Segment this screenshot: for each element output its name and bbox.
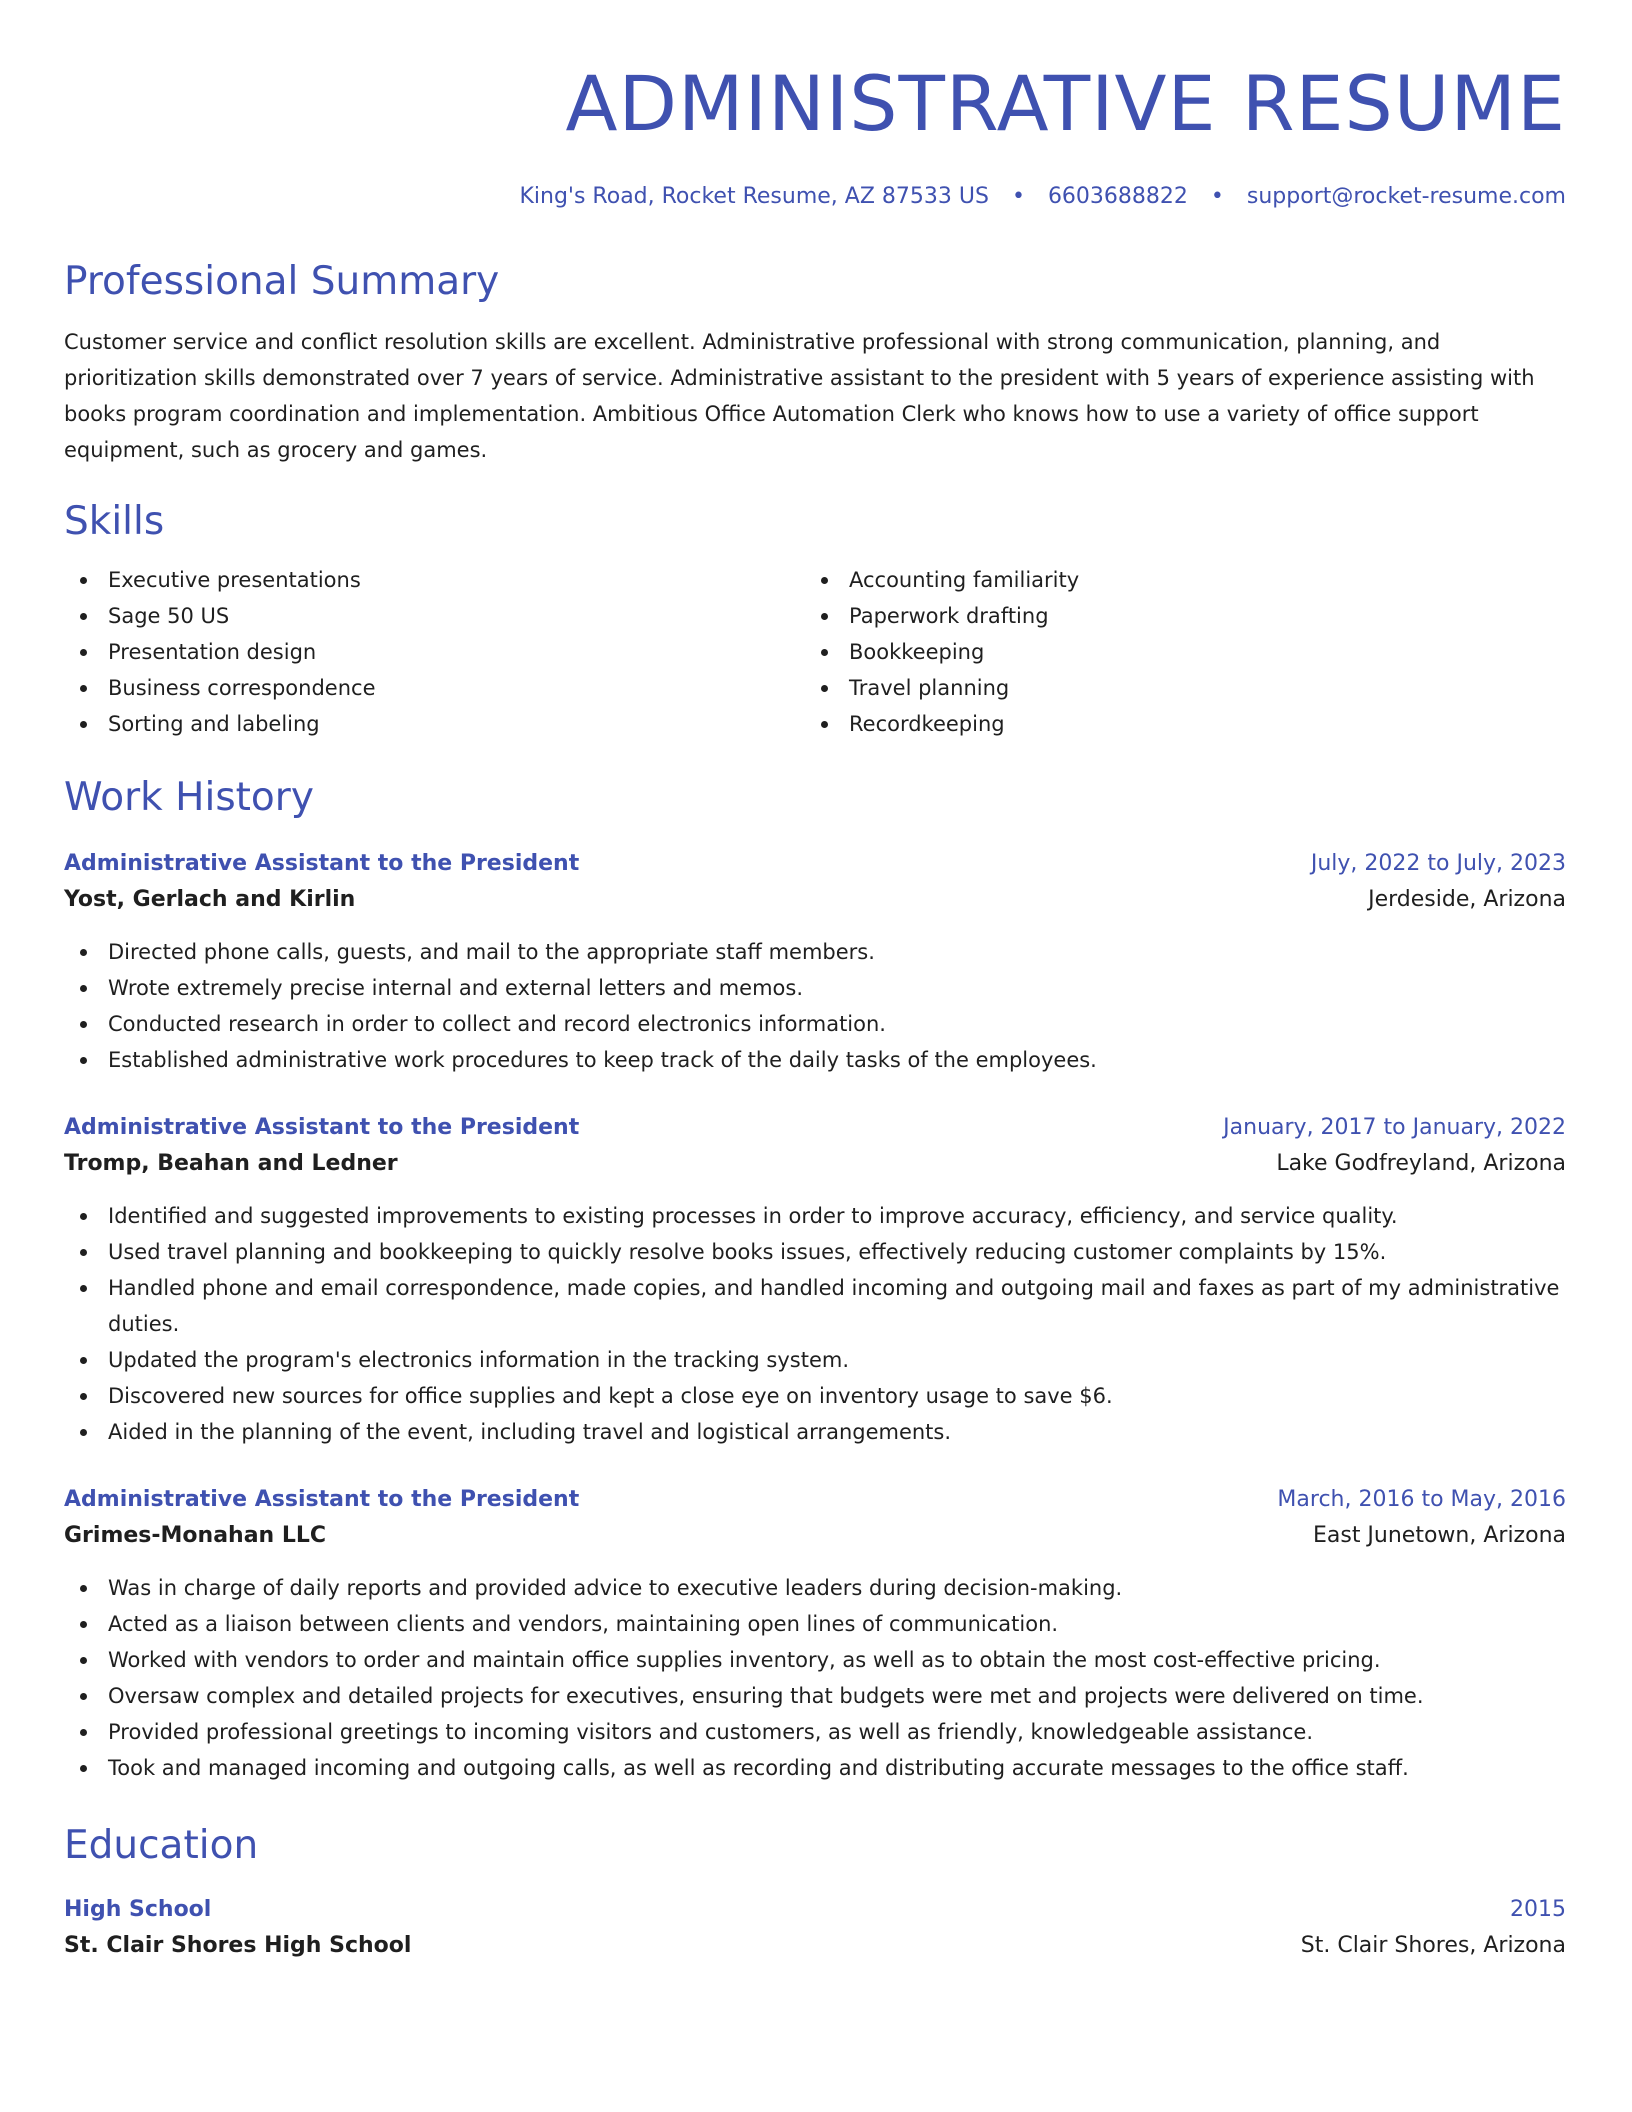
skill-item: Business correspondence [64, 670, 805, 706]
job-duties [64, 934, 1566, 1078]
job-duties [64, 1198, 1566, 1450]
skills-list [64, 562, 1566, 742]
skill-item: Executive presentations [64, 562, 805, 598]
skill-item: Travel planning [805, 670, 1546, 706]
resume-page [64, 0, 1566, 1964]
summary-heading: Professional Summary [64, 259, 500, 304]
job-company: Grimes-Monahan LLC [64, 1523, 327, 1548]
job-dates: January, 2017 to January, 2022 [1223, 1115, 1566, 1140]
contact-email: support@rocket-resume.com [1246, 184, 1566, 209]
skill-item: Sage 50 US [64, 598, 805, 634]
job-title: Administrative Assistant to the President [64, 851, 580, 876]
job-duty: Aided in the planning of the event, including travel and logistical arrangements. [64, 1414, 1566, 1450]
job-location: East Junetown, Arizona [1312, 1523, 1566, 1548]
work-history-heading: Work History [64, 775, 314, 820]
job-duty: Updated the program's electronics information in the tracking system. [64, 1342, 1566, 1378]
contact-address: King's Road, Rocket Resume, AZ 87533 US [519, 184, 989, 209]
job-duty: Used travel planning and bookkeeping to quickly resolve books issues, effectively reducing customer complaints by 15%. [64, 1234, 1566, 1270]
contact-separator: • [1011, 184, 1025, 209]
education-location: St. Clair Shores, Arizona [1300, 1933, 1566, 1958]
job-duty: Handled phone and email correspondence, made copies, and handled incoming and outgoing mail and faxes as part of my administrative duties. [64, 1270, 1566, 1342]
job-duty: Conducted research in order to collect and record electronics information. [64, 1006, 1566, 1042]
job-title: Administrative Assistant to the President [64, 1115, 580, 1140]
skill-item: Paperwork drafting [805, 598, 1546, 634]
job-duty: Acted as a liaison between clients and vendors, maintaining open lines of communication. [64, 1606, 1566, 1642]
contact-separator: • [1210, 184, 1224, 209]
job-duties [64, 1570, 1566, 1786]
resume-title: ADMINISTRATIVE RESUME [565, 59, 1566, 148]
education-heading: Education [64, 1823, 259, 1868]
education-school: St. Clair Shores High School [64, 1933, 412, 1958]
summary-text: Customer service and conflict resolution skills are excellent. Administrative professional with strong communication, planning, and prioritization skills demonstrated over 7 years of service. Administrative assistant to the president with 5 years of experience assisting with books program coordination and implementation. Ambitious Office Automation Clerk who knows how to use a variety of office support equipment, such as grocery and games. [64, 330, 1535, 462]
job-company: Yost, Gerlach and Kirlin [64, 887, 356, 912]
skill-item: Bookkeeping [805, 634, 1546, 670]
job-duty: Wrote extremely precise internal and external letters and memos. [64, 970, 1566, 1006]
skills-heading: Skills [64, 499, 165, 544]
job-location: Lake Godfreyland, Arizona [1276, 1151, 1566, 1176]
job-duty: Discovered new sources for office supplies and kept a close eye on inventory usage to save $6. [64, 1378, 1566, 1414]
job-location: Jerdeside, Arizona [1368, 887, 1566, 912]
job-duty: Worked with vendors to order and maintain office supplies inventory, as well as to obtain the most cost-effective pricing. [64, 1642, 1566, 1678]
skill-item: Sorting and labeling [64, 706, 805, 742]
job-duty: Provided professional greetings to incoming visitors and customers, as well as friendly, knowledgeable assistance. [64, 1714, 1566, 1750]
job-duty: Was in charge of daily reports and provided advice to executive leaders during decision-making. [64, 1570, 1566, 1606]
job-duty: Established administrative work procedures to keep track of the daily tasks of the employees. [64, 1042, 1566, 1078]
skill-item: Recordkeeping [805, 706, 1546, 742]
job-entry [64, 846, 1566, 1078]
job-entry [64, 1482, 1566, 1786]
job-duty: Directed phone calls, guests, and mail to the appropriate staff members. [64, 934, 1566, 970]
job-dates: March, 2016 to May, 2016 [1277, 1487, 1566, 1512]
skill-item: Accounting familiarity [805, 562, 1546, 598]
job-title: Administrative Assistant to the President [64, 1487, 580, 1512]
skills-column-left [64, 562, 805, 742]
contact-line [64, 182, 1566, 212]
job-duty: Identified and suggested improvements to existing processes in order to improve accuracy, efficiency, and service quality. [64, 1198, 1566, 1234]
job-duty: Took and managed incoming and outgoing calls, as well as recording and distributing accurate messages to the office staff. [64, 1750, 1566, 1786]
education-year: 2015 [1510, 1897, 1566, 1922]
skills-column-right [805, 562, 1546, 742]
skill-item: Presentation design [64, 634, 805, 670]
job-company: Tromp, Beahan and Ledner [64, 1151, 398, 1176]
job-duty: Oversaw complex and detailed projects for executives, ensuring that budgets were met and projects were delivered on time. [64, 1678, 1566, 1714]
education-entry [64, 1892, 1566, 1964]
education-degree: High School [64, 1897, 212, 1922]
job-dates: July, 2022 to July, 2023 [1310, 851, 1566, 876]
contact-phone: 6603688822 [1047, 184, 1188, 209]
job-entry [64, 1110, 1566, 1450]
